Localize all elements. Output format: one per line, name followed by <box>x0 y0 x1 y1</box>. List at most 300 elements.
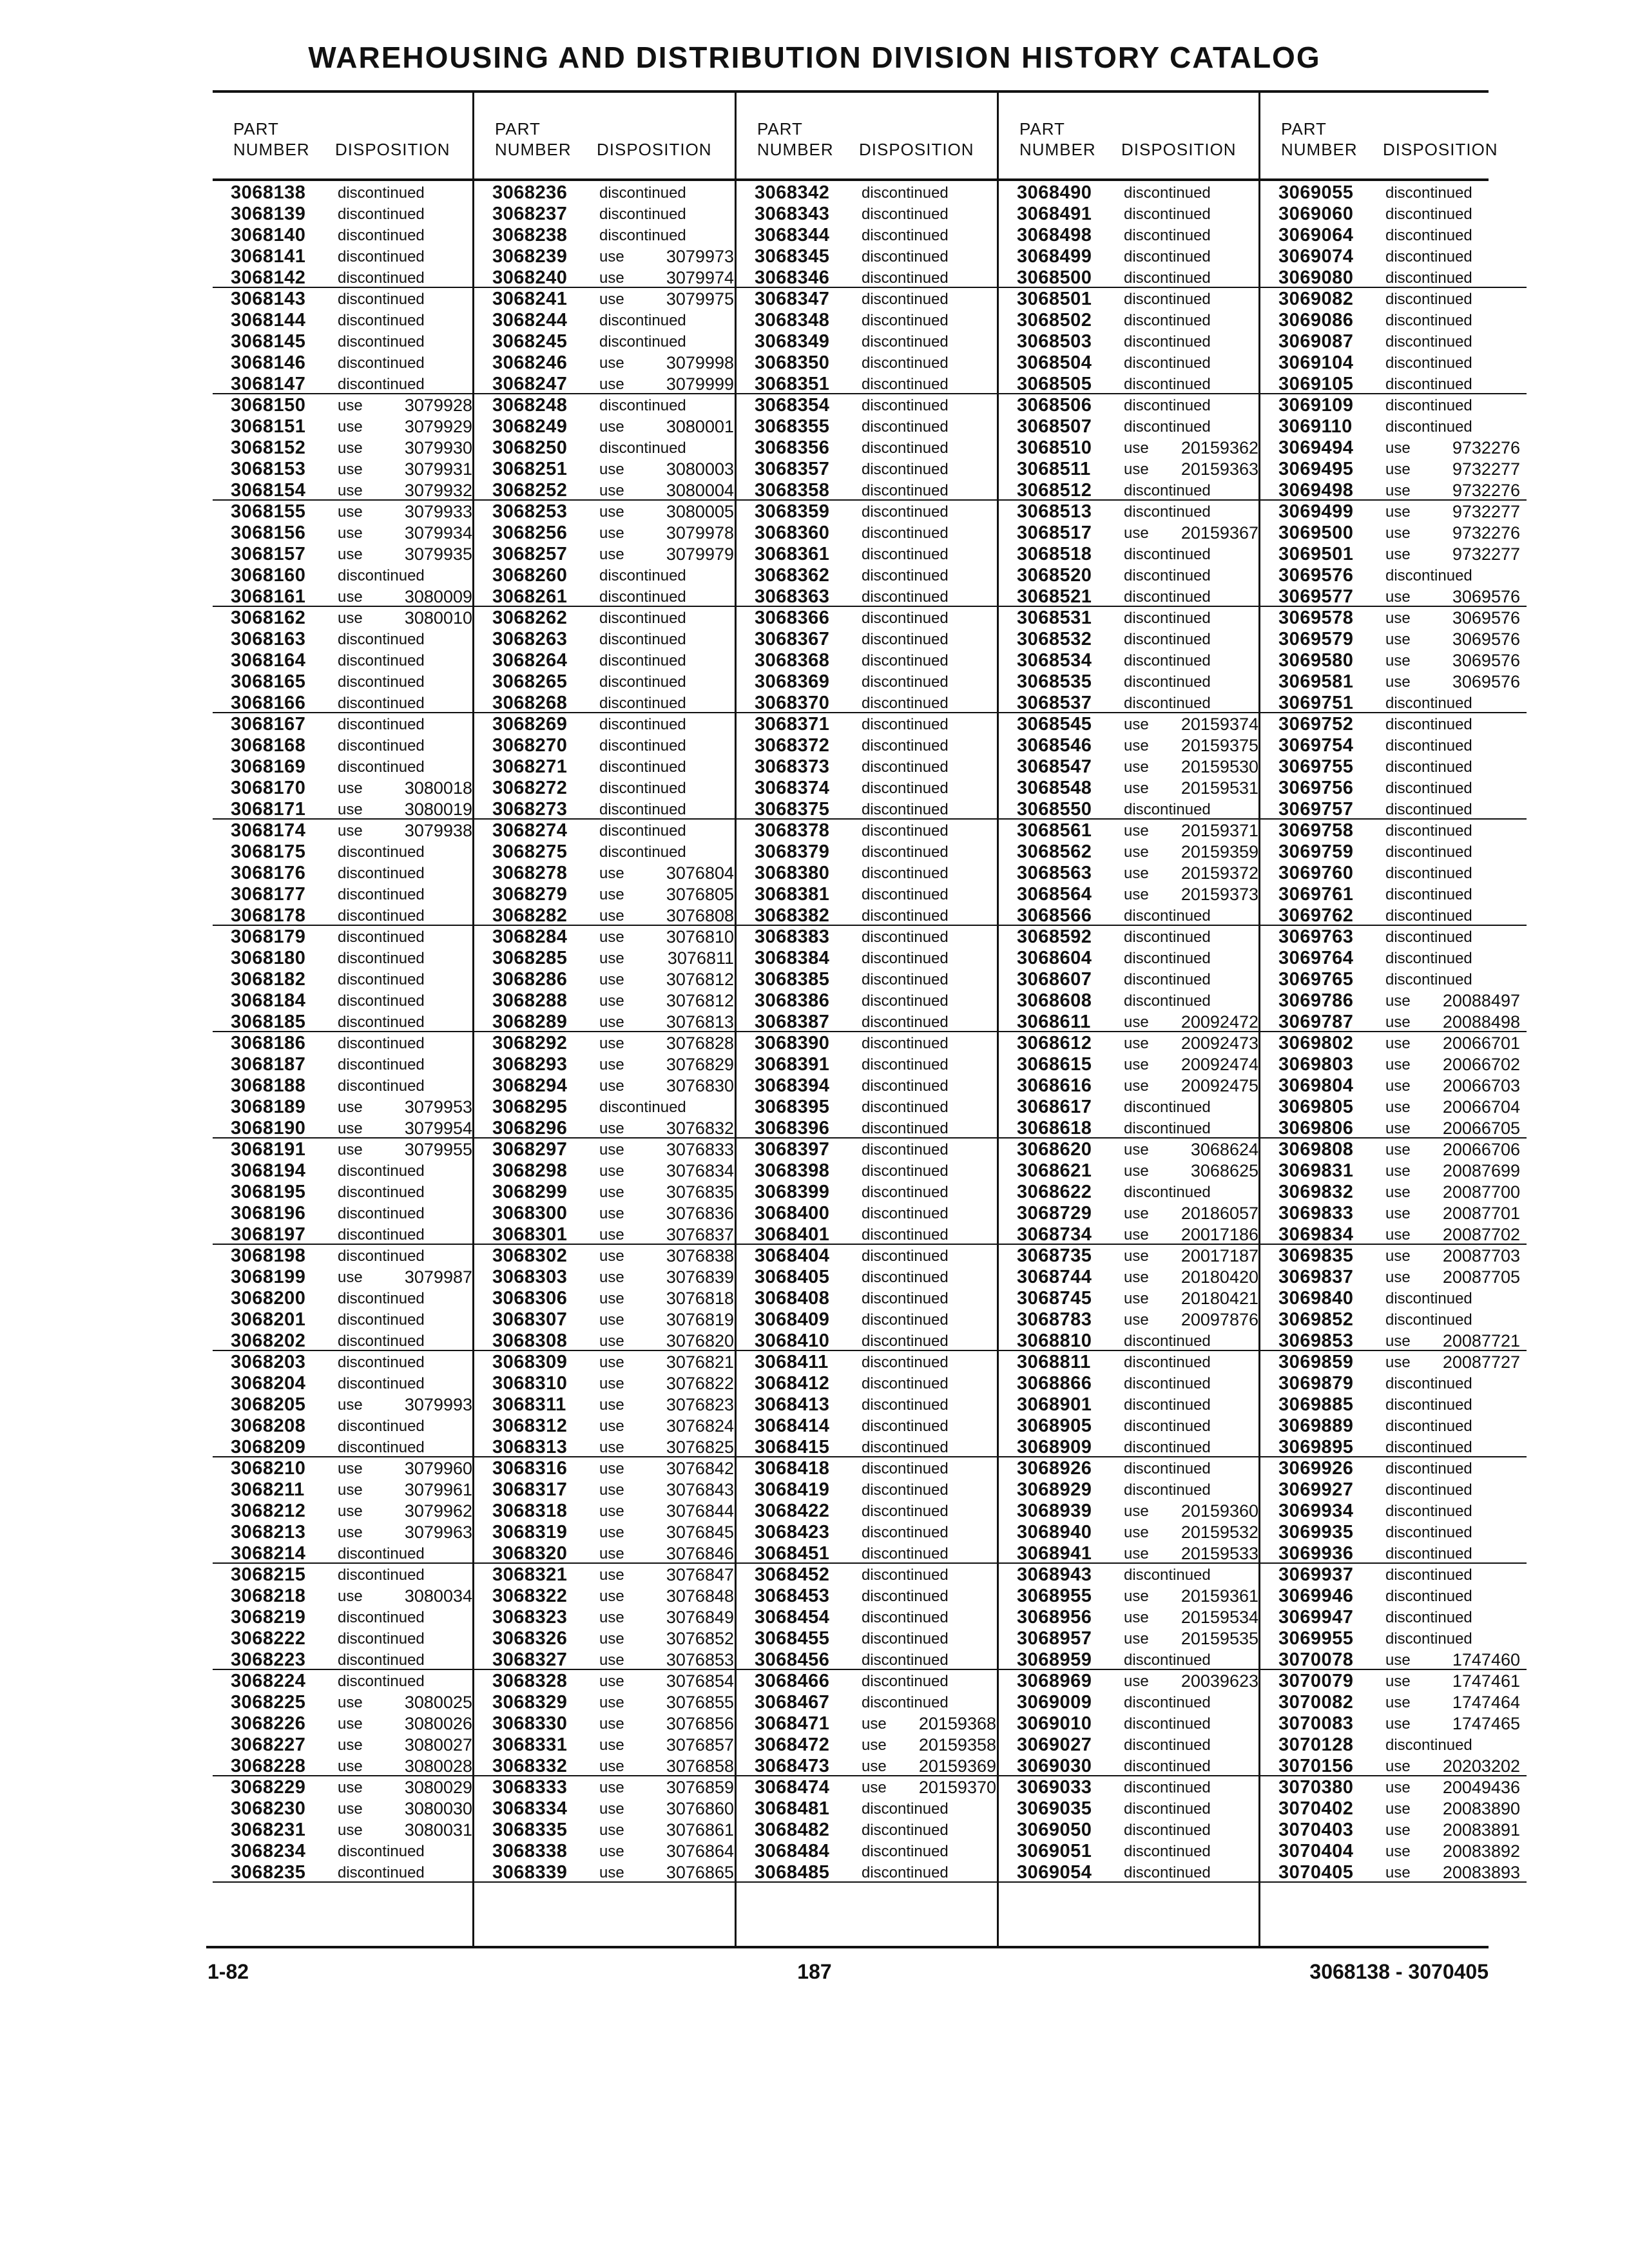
catalog-row <box>474 1415 740 1436</box>
replacement-part-number: 3076804 <box>666 863 734 883</box>
part-number: 3068284 <box>492 927 568 947</box>
part-number: 3068157 <box>231 544 306 564</box>
catalog-row <box>737 820 1003 841</box>
part-number: 3068153 <box>231 459 306 479</box>
disposition: discontinued <box>862 1269 949 1286</box>
disposition-use: use <box>1385 1226 1411 1244</box>
part-number: 3068294 <box>492 1075 568 1096</box>
catalog-row <box>999 1309 1265 1330</box>
catalog-row <box>474 820 740 841</box>
disposition-use: use <box>1124 822 1149 840</box>
disposition: discontinued <box>338 950 425 967</box>
part-number: 3069054 <box>1017 1862 1092 1883</box>
disposition-use: use <box>599 1651 624 1669</box>
disposition: discontinued <box>338 716 425 733</box>
part-number: 3069895 <box>1278 1437 1354 1457</box>
disposition: discontinued <box>862 1481 949 1499</box>
part-number: 3068498 <box>1017 225 1092 245</box>
part-number: 3068318 <box>492 1501 568 1521</box>
disposition: discontinued <box>862 1460 949 1477</box>
disposition: discontinued <box>1124 418 1211 436</box>
part-number: 3068956 <box>1017 1607 1092 1628</box>
disposition-use: use <box>599 1354 624 1371</box>
disposition: discontinued <box>1124 1843 1211 1860</box>
disposition: discontinued <box>338 673 425 691</box>
disposition-use: use <box>599 1864 624 1881</box>
part-number: 3068179 <box>231 927 306 947</box>
part-number: 3068562 <box>1017 841 1092 862</box>
disposition-use: use <box>1385 1141 1411 1158</box>
disposition: discontinued <box>1385 843 1472 861</box>
disposition-use: use <box>338 1481 363 1499</box>
disposition-use: use <box>338 439 363 457</box>
catalog-row <box>737 1011 1003 1032</box>
catalog-row <box>213 458 479 479</box>
replacement-part-number: 20159374 <box>1181 715 1258 734</box>
part-number: 3069937 <box>1278 1564 1354 1585</box>
disposition: discontinued <box>862 1162 949 1180</box>
catalog-row <box>474 1479 740 1500</box>
disposition: discontinued <box>862 695 949 712</box>
disposition-use: use <box>1385 482 1411 499</box>
part-number: 3068397 <box>755 1139 830 1160</box>
disposition: discontinued <box>862 1545 949 1562</box>
replacement-part-number: 3079930 <box>404 438 472 457</box>
part-number: 3068249 <box>492 416 568 437</box>
header-number-label: NUMBER <box>757 140 834 159</box>
catalog-row <box>1260 437 1527 458</box>
catalog-row <box>474 1096 740 1117</box>
catalog-row <box>1260 1394 1527 1415</box>
disposition-use: use <box>599 1120 624 1137</box>
part-number: 3069756 <box>1278 778 1354 798</box>
disposition-use: use <box>338 461 363 478</box>
header-part-label: PART <box>1281 119 1327 139</box>
catalog-row <box>213 735 479 756</box>
disposition-use: use <box>1385 1821 1411 1839</box>
catalog-row <box>1260 990 1527 1011</box>
disposition: discontinued <box>338 1184 425 1201</box>
part-number: 3069759 <box>1278 841 1354 862</box>
disposition: discontinued <box>1385 758 1472 776</box>
part-number: 3068866 <box>1017 1373 1092 1394</box>
part-number: 3068182 <box>231 969 306 990</box>
catalog-row <box>213 501 479 522</box>
catalog-row <box>737 564 1003 586</box>
part-number: 3068607 <box>1017 969 1092 990</box>
catalog-row <box>1260 1053 1527 1075</box>
disposition: discontinued <box>1124 269 1211 287</box>
disposition: discontinued <box>862 950 949 967</box>
catalog-row <box>1260 1011 1527 1032</box>
part-number: 3068180 <box>231 948 306 968</box>
disposition-use: use <box>1385 1056 1411 1073</box>
catalog-row <box>737 1606 1003 1628</box>
part-number: 3069035 <box>1017 1798 1092 1819</box>
part-number: 3068190 <box>231 1118 306 1139</box>
replacement-part-number: 20092475 <box>1181 1076 1258 1095</box>
catalog-row <box>213 841 479 862</box>
catalog-row <box>1260 1287 1527 1309</box>
disposition: discontinued <box>1124 546 1211 563</box>
replacement-part-number: 3069576 <box>1452 587 1520 606</box>
catalog-row <box>474 883 740 905</box>
part-number: 3068401 <box>755 1224 830 1245</box>
catalog-row <box>474 1139 740 1160</box>
disposition-use: use <box>1385 1843 1411 1860</box>
disposition: discontinued <box>1124 907 1211 925</box>
part-number: 3068329 <box>492 1692 568 1713</box>
catalog-row <box>999 862 1265 883</box>
catalog-row <box>213 245 479 267</box>
replacement-part-number: 3068624 <box>1190 1140 1258 1159</box>
disposition-use: use <box>1124 886 1149 903</box>
disposition-use: use <box>1124 1247 1149 1265</box>
part-number: 3068349 <box>755 331 830 352</box>
part-number: 3068164 <box>231 650 306 671</box>
catalog-row <box>737 777 1003 798</box>
disposition: discontinued <box>1385 1503 1472 1520</box>
catalog-row <box>474 905 740 926</box>
part-number: 3068338 <box>492 1841 568 1861</box>
catalog-list <box>1260 182 1527 1883</box>
replacement-part-number: 3079938 <box>404 821 472 840</box>
part-number: 3068300 <box>492 1203 568 1224</box>
part-number: 3068466 <box>755 1671 830 1691</box>
catalog-row <box>474 1245 740 1266</box>
replacement-part-number: 20159535 <box>1181 1629 1258 1648</box>
disposition-use: use <box>599 1758 624 1775</box>
catalog-row <box>1260 1713 1527 1734</box>
replacement-part-number: 20159361 <box>1181 1586 1258 1606</box>
disposition: discontinued <box>1385 333 1472 351</box>
catalog-row <box>999 1628 1265 1649</box>
replacement-part-number: 20087727 <box>1442 1352 1520 1372</box>
replacement-part-number: 3076811 <box>667 948 734 968</box>
disposition-use: use <box>1385 992 1411 1010</box>
part-number: 3068208 <box>231 1416 306 1436</box>
catalog-row <box>737 905 1003 926</box>
disposition: discontinued <box>862 992 949 1010</box>
disposition-use: use <box>1124 1162 1149 1180</box>
catalog-row <box>213 1394 479 1415</box>
catalog-row <box>474 288 740 309</box>
disposition: discontinued <box>862 184 949 202</box>
part-number: 3068152 <box>231 437 306 458</box>
disposition: discontinued <box>338 206 425 223</box>
disposition-use: use <box>338 1715 363 1733</box>
disposition: discontinued <box>338 1375 425 1392</box>
part-number: 3068246 <box>492 352 568 373</box>
catalog-row <box>737 692 1003 713</box>
catalog-row <box>999 883 1265 905</box>
catalog-row <box>213 1075 479 1096</box>
catalog-row <box>737 1394 1003 1415</box>
catalog-row <box>737 458 1003 479</box>
part-number: 3069055 <box>1278 182 1354 203</box>
part-number: 3068510 <box>1017 437 1092 458</box>
catalog-row <box>999 692 1265 713</box>
part-number: 3068371 <box>755 714 830 735</box>
disposition: discontinued <box>1385 1290 1472 1307</box>
part-number: 3068198 <box>231 1245 306 1266</box>
part-number: 3068339 <box>492 1862 568 1883</box>
disposition: discontinued <box>338 1439 425 1456</box>
replacement-part-number: 3076832 <box>666 1119 734 1138</box>
catalog-list <box>213 182 479 1883</box>
disposition-use: use <box>1124 1290 1149 1307</box>
part-number: 3068274 <box>492 820 568 841</box>
disposition-use: use <box>1385 1864 1411 1881</box>
disposition-use: use <box>599 1588 624 1605</box>
disposition: discontinued <box>862 1588 949 1605</box>
catalog-row <box>213 309 479 331</box>
disposition-use: use <box>599 1524 624 1541</box>
replacement-part-number: 20159367 <box>1181 523 1258 543</box>
replacement-part-number: 3079961 <box>404 1480 472 1499</box>
part-number: 3069581 <box>1278 671 1354 692</box>
disposition: discontinued <box>862 376 949 393</box>
part-number: 3068368 <box>755 650 830 671</box>
replacement-part-number: 3076849 <box>666 1608 734 1627</box>
replacement-part-number: 20159530 <box>1181 757 1258 776</box>
disposition: discontinued <box>862 588 949 606</box>
catalog-row <box>213 564 479 586</box>
catalog-row <box>737 968 1003 990</box>
disposition: discontinued <box>338 567 425 584</box>
part-number: 3068271 <box>492 756 568 777</box>
disposition: discontinued <box>862 758 949 776</box>
catalog-row <box>999 1542 1265 1564</box>
part-number: 3068399 <box>755 1182 830 1202</box>
replacement-part-number: 1747461 <box>1452 1671 1520 1691</box>
catalog-row <box>1260 1521 1527 1542</box>
part-number: 3068745 <box>1017 1288 1092 1309</box>
catalog-row <box>999 1117 1265 1139</box>
catalog-row <box>999 1564 1265 1585</box>
replacement-part-number: 3080010 <box>404 608 472 628</box>
catalog-row <box>1260 607 1527 628</box>
catalog-row <box>999 713 1265 735</box>
replacement-part-number: 3079960 <box>404 1459 472 1478</box>
disposition-use: use <box>599 1630 624 1648</box>
catalog-row <box>474 416 740 437</box>
part-number: 3068240 <box>492 267 568 288</box>
part-number: 3068251 <box>492 459 568 479</box>
part-number: 3068395 <box>755 1097 830 1117</box>
part-number: 3068939 <box>1017 1501 1092 1521</box>
catalog-row <box>1260 1606 1527 1628</box>
disposition-use: use <box>599 1247 624 1265</box>
part-number: 3068212 <box>231 1501 306 1521</box>
catalog-row <box>999 458 1265 479</box>
catalog-row <box>1260 862 1527 883</box>
replacement-part-number: 3076825 <box>666 1437 734 1457</box>
catalog-row <box>737 1372 1003 1394</box>
catalog-row <box>474 182 740 203</box>
part-number: 3068386 <box>755 990 830 1011</box>
disposition-use: use <box>599 269 624 287</box>
replacement-part-number: 20088497 <box>1442 991 1520 1010</box>
part-number: 3068230 <box>231 1798 306 1819</box>
catalog-row <box>737 947 1003 968</box>
disposition: discontinued <box>599 652 686 669</box>
header-disposition-label: DISPOSITION <box>1383 140 1498 159</box>
catalog-row <box>474 1394 740 1415</box>
disposition: discontinued <box>862 865 949 882</box>
catalog-row <box>999 1032 1265 1053</box>
catalog-row <box>213 607 479 628</box>
disposition: discontinued <box>862 354 949 372</box>
catalog-row <box>1260 501 1527 522</box>
disposition-use: use <box>1385 652 1411 669</box>
part-number: 3068621 <box>1017 1160 1092 1181</box>
disposition: discontinued <box>338 737 425 754</box>
disposition: discontinued <box>1385 1736 1472 1754</box>
part-number: 3068170 <box>231 778 306 798</box>
disposition-use: use <box>1124 461 1149 478</box>
replacement-part-number: 3079953 <box>404 1097 472 1117</box>
replacement-part-number: 3076859 <box>666 1778 734 1797</box>
disposition-use: use <box>1385 1758 1411 1775</box>
replacement-part-number: 3076835 <box>666 1182 734 1202</box>
part-number: 3068396 <box>755 1118 830 1139</box>
catalog-row <box>1260 628 1527 649</box>
part-number: 3068382 <box>755 905 830 926</box>
disposition-use: use <box>599 1205 624 1222</box>
disposition: discontinued <box>338 928 425 946</box>
part-number: 3068400 <box>755 1203 830 1224</box>
replacement-part-number: 3079987 <box>404 1267 472 1287</box>
part-number: 3068331 <box>492 1735 568 1755</box>
disposition-use: use <box>599 524 624 542</box>
catalog-row <box>999 352 1265 373</box>
part-number: 3068308 <box>492 1331 568 1351</box>
header-part-label: PART <box>495 119 541 139</box>
replacement-part-number: 3076812 <box>666 991 734 1010</box>
part-number: 3068236 <box>492 182 568 203</box>
catalog-row <box>1260 1691 1527 1713</box>
catalog-row <box>213 331 479 352</box>
catalog-row <box>213 1542 479 1564</box>
catalog-row <box>213 1606 479 1628</box>
catalog-row <box>1260 1649 1527 1670</box>
part-number: 3069500 <box>1278 523 1354 543</box>
part-number: 3068219 <box>231 1607 306 1628</box>
disposition: discontinued <box>1124 1460 1211 1477</box>
part-number: 3069885 <box>1278 1394 1354 1415</box>
catalog-row <box>213 1011 479 1032</box>
catalog-row <box>474 543 740 564</box>
part-number: 3068513 <box>1017 501 1092 522</box>
part-number: 3068248 <box>492 395 568 416</box>
disposition: discontinued <box>338 1630 425 1648</box>
replacement-part-number: 3080031 <box>404 1820 472 1840</box>
disposition: discontinued <box>862 1609 949 1626</box>
catalog-row <box>999 586 1265 607</box>
disposition-use: use <box>338 1821 363 1839</box>
part-number: 3068481 <box>755 1798 830 1819</box>
disposition-use: use <box>599 992 624 1010</box>
catalog-row <box>737 1691 1003 1713</box>
catalog-row <box>474 1521 740 1542</box>
disposition-use: use <box>1385 673 1411 691</box>
replacement-part-number: 20066701 <box>1442 1033 1520 1053</box>
replacement-part-number: 3076837 <box>666 1225 734 1244</box>
disposition: discontinued <box>1124 248 1211 265</box>
catalog-row <box>213 1628 479 1649</box>
catalog-row <box>1260 1564 1527 1585</box>
disposition-use: use <box>599 1694 624 1711</box>
part-number: 3068224 <box>231 1671 306 1691</box>
catalog-row <box>737 1287 1003 1309</box>
catalog-row <box>999 1266 1265 1287</box>
disposition-use: use <box>599 1226 624 1244</box>
part-number: 3068354 <box>755 395 830 416</box>
disposition-use: use <box>599 1311 624 1329</box>
catalog-row <box>999 841 1265 862</box>
replacement-part-number: 3079974 <box>666 268 734 287</box>
catalog-row <box>474 1606 740 1628</box>
part-number: 3068163 <box>231 629 306 649</box>
part-number: 3068293 <box>492 1054 568 1075</box>
part-number: 3068197 <box>231 1224 306 1245</box>
catalog-row <box>737 735 1003 756</box>
replacement-part-number: 9732276 <box>1452 438 1520 457</box>
part-number: 3068412 <box>755 1373 830 1394</box>
disposition: discontinued <box>599 184 686 202</box>
disposition: discontinued <box>338 1843 425 1860</box>
catalog-row <box>213 1372 479 1394</box>
part-number: 3068390 <box>755 1033 830 1053</box>
disposition: discontinued <box>862 801 949 818</box>
part-number: 3068222 <box>231 1628 306 1649</box>
catalog-row <box>213 1202 479 1224</box>
part-number: 3068302 <box>492 1245 568 1266</box>
disposition: discontinued <box>862 1077 949 1095</box>
disposition: discontinued <box>1124 971 1211 988</box>
part-number: 3068518 <box>1017 544 1092 564</box>
part-number: 3069010 <box>1017 1713 1092 1734</box>
disposition: discontinued <box>862 1630 949 1648</box>
part-number: 3069955 <box>1278 1628 1354 1649</box>
replacement-part-number: 3076821 <box>666 1352 734 1372</box>
catalog-column <box>737 91 1003 1946</box>
disposition-use: use <box>1124 1311 1149 1329</box>
disposition-use: use <box>1124 524 1149 542</box>
part-number: 3068379 <box>755 841 830 862</box>
disposition: discontinued <box>1385 1481 1472 1499</box>
part-number: 3068810 <box>1017 1331 1092 1351</box>
catalog-row <box>1260 1436 1527 1457</box>
part-number: 3068455 <box>755 1628 830 1649</box>
header-part-label: PART <box>757 119 803 139</box>
header-number-label: NUMBER <box>495 140 572 159</box>
catalog-row <box>737 1096 1003 1117</box>
disposition: discontinued <box>862 206 949 223</box>
replacement-part-number: 3076843 <box>666 1480 734 1499</box>
catalog-row <box>213 224 479 245</box>
replacement-part-number: 20087705 <box>1442 1267 1520 1287</box>
replacement-part-number: 20159373 <box>1181 885 1258 904</box>
catalog-row <box>1260 1542 1527 1564</box>
header-number-label: NUMBER <box>1281 140 1358 159</box>
part-number: 3068306 <box>492 1288 568 1309</box>
part-number: 3068301 <box>492 1224 568 1245</box>
part-number: 3068502 <box>1017 310 1092 331</box>
catalog-row <box>213 1776 479 1798</box>
catalog-row <box>213 1755 479 1776</box>
